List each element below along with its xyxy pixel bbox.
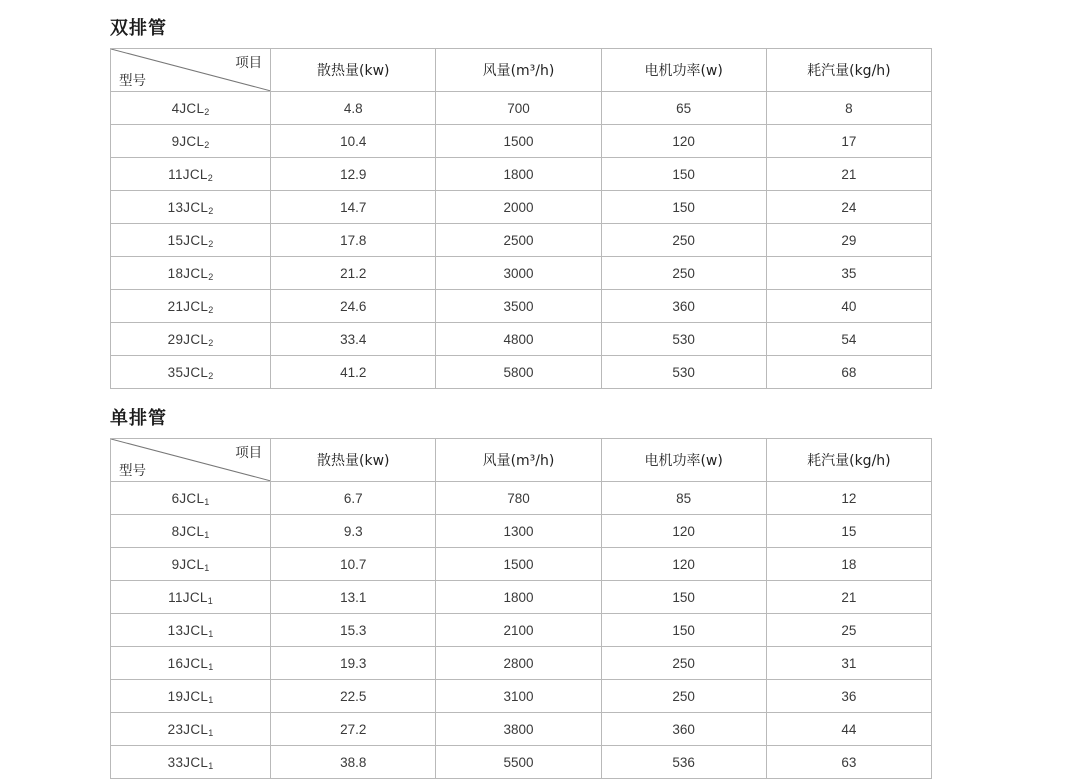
cell-power: 120 [601,515,766,548]
cell-air: 1500 [436,125,601,158]
table-row [111,92,932,125]
cell-heat: 12.9 [271,158,436,191]
cell-model [111,614,271,647]
cell-power: 360 [601,290,766,323]
model-subscript: 2 [208,337,214,348]
cell-air: 2000 [436,191,601,224]
model-subscript: 1 [204,529,210,540]
cell-power: 530 [601,323,766,356]
model-name: 6JCL [171,490,205,506]
cell-air: 1800 [436,158,601,191]
cell-power: 250 [601,647,766,680]
model-subscript: 2 [207,172,214,183]
model-subscript: 2 [208,304,214,315]
cell-steam: 68 [766,356,931,389]
cell-model [111,548,271,581]
cell-steam: 24 [766,191,931,224]
cell-heat: 21.2 [271,257,436,290]
table-row [111,257,932,290]
cell-air: 2500 [436,224,601,257]
table-row [111,224,932,257]
cell-power: 150 [601,191,766,224]
table-row [111,680,932,713]
model-subscript: 1 [208,661,214,672]
section-title: 单排管 [110,408,167,429]
corner-label-model: 型号 [119,463,146,479]
cell-model [111,191,271,224]
cell-model [111,482,271,515]
model-name: 23JCL [167,721,209,737]
cell-heat: 33.4 [271,323,436,356]
cell-model [111,581,271,614]
model-name: 19JCL [167,688,209,704]
cell-power: 85 [601,482,766,515]
cell-model [111,323,271,356]
table-body [111,92,932,389]
cell-steam: 21 [766,158,931,191]
cell-air: 780 [436,482,601,515]
table-row [111,614,932,647]
spec-table-single-row [110,438,932,779]
cell-steam: 21 [766,581,931,614]
model-name: 11JCL [168,589,208,605]
cell-air: 4800 [436,323,601,356]
model-subscript: 2 [208,238,214,249]
cell-model [111,92,271,125]
cell-heat: 6.7 [271,482,436,515]
table-row [111,515,932,548]
cell-model [111,125,271,158]
cell-power: 120 [601,548,766,581]
model-subscript: 2 [204,139,210,150]
cell-heat: 10.4 [271,125,436,158]
cell-heat: 38.8 [271,746,436,779]
table-row [111,746,932,779]
header-heat: 散热量(kw) [271,49,436,92]
cell-heat: 22.5 [271,680,436,713]
table-row [111,482,932,515]
model-name: 33JCL [167,754,209,770]
cell-steam: 36 [766,680,931,713]
cell-steam: 35 [766,257,931,290]
model-name: 16JCL [167,655,209,671]
cell-model [111,356,271,389]
model-name: 13JCL [167,199,209,215]
cell-air: 1500 [436,548,601,581]
model-name: 18JCL [167,265,209,281]
header-corner-cell [111,49,271,92]
cell-model [111,515,271,548]
cell-model [111,713,271,746]
model-name: 11JCL [168,166,208,182]
header-heat: 散热量(kw) [271,439,436,482]
header-steam: 耗汽量(kg/h) [766,439,931,482]
model-name: 9JCL [171,556,205,572]
cell-model [111,158,271,191]
model-subscript: 2 [208,205,214,216]
table-row [111,356,932,389]
cell-model [111,746,271,779]
cell-power: 360 [601,713,766,746]
cell-air: 1300 [436,515,601,548]
header-power: 电机功率(w) [601,439,766,482]
table-row [111,191,932,224]
model-name: 9JCL [171,133,205,149]
cell-heat: 24.6 [271,290,436,323]
cell-power: 150 [601,614,766,647]
table-row [111,125,932,158]
header-power: 电机功率(w) [601,49,766,92]
cell-heat: 41.2 [271,356,436,389]
header-air: 风量(m³/h) [436,439,601,482]
cell-air: 3100 [436,680,601,713]
cell-heat: 14.7 [271,191,436,224]
cell-steam: 44 [766,713,931,746]
section-double-row-tube [0,14,1078,389]
cell-steam: 15 [766,515,931,548]
table-row [111,290,932,323]
cell-steam: 17 [766,125,931,158]
cell-power: 250 [601,257,766,290]
table-row [111,647,932,680]
cell-heat: 15.3 [271,614,436,647]
cell-power: 536 [601,746,766,779]
table-row [111,323,932,356]
spec-table-double-row [110,48,932,389]
cell-steam: 25 [766,614,931,647]
section-title: 双排管 [110,18,167,39]
cell-model [111,647,271,680]
table-header-row [111,49,932,92]
cell-heat: 4.8 [271,92,436,125]
header-corner-cell [111,439,271,482]
cell-steam: 63 [766,746,931,779]
cell-air: 3000 [436,257,601,290]
model-subscript: 1 [204,496,210,507]
cell-steam: 29 [766,224,931,257]
model-name: 13JCL [167,622,209,638]
cell-air: 3500 [436,290,601,323]
cell-power: 530 [601,356,766,389]
cell-air: 1800 [436,581,601,614]
cell-heat: 13.1 [271,581,436,614]
cell-heat: 17.8 [271,224,436,257]
table-row [111,158,932,191]
cell-model [111,224,271,257]
cell-power: 250 [601,680,766,713]
cell-power: 150 [601,581,766,614]
model-name: 29JCL [167,331,209,347]
model-subscript: 2 [208,271,214,282]
cell-steam: 18 [766,548,931,581]
corner-label-model: 型号 [119,73,146,89]
model-subscript: 1 [204,562,210,573]
table-row [111,581,932,614]
cell-steam: 31 [766,647,931,680]
model-subscript: 1 [208,727,214,738]
cell-heat: 9.3 [271,515,436,548]
cell-heat: 27.2 [271,713,436,746]
model-subscript: 2 [204,106,210,117]
header-steam: 耗汽量(kg/h) [766,49,931,92]
model-name: 21JCL [167,298,209,314]
table-row [111,548,932,581]
cell-air: 5800 [436,356,601,389]
cell-air: 2100 [436,614,601,647]
corner-label-item: 项目 [235,55,263,71]
cell-steam: 8 [766,92,931,125]
cell-heat: 19.3 [271,647,436,680]
model-subscript: 1 [208,628,214,639]
model-subscript: 1 [208,694,214,705]
section-single-row-tube [0,404,1078,779]
cell-air: 3800 [436,713,601,746]
cell-steam: 40 [766,290,931,323]
cell-model [111,680,271,713]
table-body [111,482,932,779]
cell-power: 65 [601,92,766,125]
header-air: 风量(m³/h) [436,49,601,92]
model-subscript: 1 [207,595,214,606]
cell-power: 120 [601,125,766,158]
cell-heat: 10.7 [271,548,436,581]
cell-power: 250 [601,224,766,257]
cell-air: 5500 [436,746,601,779]
cell-steam: 12 [766,482,931,515]
model-name: 8JCL [171,523,205,539]
cell-air: 2800 [436,647,601,680]
cell-model [111,257,271,290]
cell-model [111,290,271,323]
table-row [111,713,932,746]
model-name: 15JCL [167,232,209,248]
model-name: 35JCL [167,364,209,380]
model-subscript: 1 [208,760,214,771]
model-subscript: 2 [208,370,214,381]
model-name: 4JCL [171,100,205,116]
corner-label-item: 项目 [235,445,263,461]
cell-steam: 54 [766,323,931,356]
cell-air: 700 [436,92,601,125]
cell-power: 150 [601,158,766,191]
table-header-row [111,439,932,482]
